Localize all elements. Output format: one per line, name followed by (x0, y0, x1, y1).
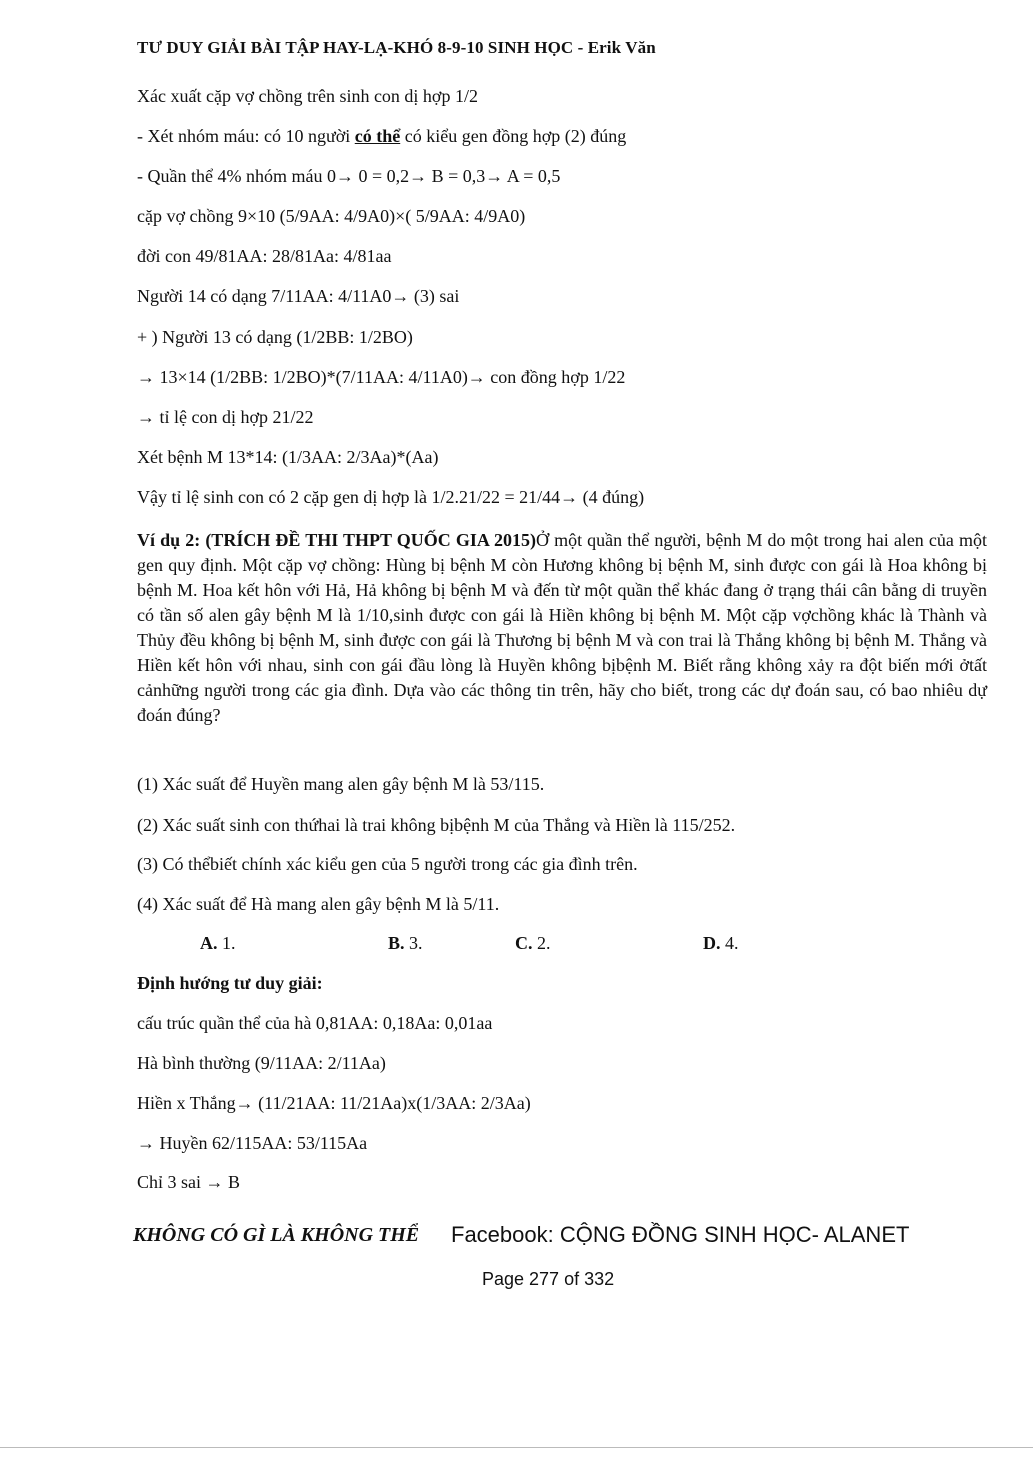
option-a-letter: A. (200, 933, 218, 953)
example-2-lead: Ví dụ 2: (TRÍCH ĐỀ THI THPT QUỐC GIA 2015) (137, 530, 536, 550)
solution1-line-7: + ) Người 13 có dạng (1/2BB: 1/2BO) (137, 327, 413, 347)
option-d-letter: D. (703, 933, 721, 953)
solution1-line-5: đời con 49/81AA: 28/81Aa: 4/81aa (137, 246, 392, 266)
example-2-paragraph (137, 528, 987, 728)
option-c-letter: C. (515, 933, 533, 953)
solution2-line-1: cấu trúc quần thể của hà 0,81AA: 0,18Aa: 0,01aa (137, 1013, 493, 1033)
statement-2: (2) Xác suất sinh con thứhai là trai không bịbệnh M của Thắng và Hiền là 115/252. (137, 815, 736, 835)
page-number: Page 277 of 332 (482, 1269, 615, 1289)
option-a (200, 933, 236, 954)
option-c-value: 2. (537, 933, 551, 953)
option-a-value: 1. (222, 933, 236, 953)
solution1-line-3: - Quần thể 4% nhóm máu 0→ 0 = 0,2→ B = 0,3→ A = 0,5 (137, 166, 561, 186)
solution1-line-8: → 13×14 (1/2BB: 1/2BO)*(7/11AA: 4/11A0)→ con đồng hợp 1/22 (137, 367, 626, 387)
footer-slogan: KHÔNG CÓ GÌ LÀ KHÔNG THỂ (133, 1224, 420, 1246)
solution2-line-2: Hà bình thường (9/11AA: 2/11Aa) (137, 1053, 386, 1073)
solution1-line-6: Người 14 có dạng 7/11AA: 4/11A0→ (3) sai (137, 286, 460, 306)
solution1-line-2-post: có kiểu gen đồng hợp (2) đúng (400, 126, 627, 146)
emphasis-co-the: có thể (354, 126, 401, 146)
solution2-line-3: Hiền x Thắng→ (11/21AA: 11/21Aa)x(1/3AA: 2/3Aa) (137, 1093, 531, 1113)
solution1-line-4: cặp vợ chồng 9×10 (5/9AA: 4/9A0)×( 5/9AA: 4/9A0) (137, 206, 526, 226)
option-d-value: 4. (725, 933, 739, 953)
solution2-heading: Định hướng tư duy giải: (137, 973, 323, 993)
option-b-value: 3. (409, 933, 423, 953)
option-d (703, 933, 739, 954)
solution2-line-5: Chỉ 3 sai → B (137, 1172, 241, 1192)
solution1-line-10: Xét bệnh M 13*14: (1/3AA: 2/3Aa)*(Aa) (137, 447, 439, 467)
page-header: TƯ DUY GIẢI BÀI TẬP HAY-LẠ-KHÓ 8-9-10 SINH HỌC - Erik Văn (137, 38, 656, 57)
option-c (515, 933, 551, 954)
footer-facebook: Facebook: CỘNG ĐỒNG SINH HỌC- ALANET (451, 1222, 910, 1247)
solution1-line-9: → tỉ lệ con dị hợp 21/22 (137, 407, 314, 427)
solution1-line-1: Xác xuất cặp vợ chồng trên sinh con dị hợp 1/2 (137, 86, 478, 106)
option-b-letter: B. (388, 933, 405, 953)
statement-4: (4) Xác suất để Hà mang alen gây bệnh M là 5/11. (137, 894, 500, 914)
solution1-line-2 (137, 126, 626, 147)
statement-1: (1) Xác suất để Huyền mang alen gây bệnh M là 53/115. (137, 774, 545, 794)
solution1-line-2-pre: - Xét nhóm máu: có 10 người (137, 126, 355, 146)
scan-edge-line (0, 1447, 1033, 1448)
solution1-line-11: Vậy tỉ lệ sinh con có 2 cặp gen dị hợp là 1/2.21/22 = 21/44→ (4 đúng) (137, 487, 645, 507)
option-b (388, 933, 423, 954)
statement-3: (3) Có thểbiết chính xác kiểu gen của 5 người trong các gia đình trên. (137, 854, 638, 874)
solution2-line-4: → Huyền 62/115AA: 53/115Aa (137, 1133, 368, 1153)
example-2-text: Ở một quần thể người, bệnh M do một trong hai alen của một gen quy định. Một cặp vợ chồng: Hùng bị bệnh M còn Hương không bị bệnh M, sinh được con gái là Hoa không bị bệnh M. Hoa kết hôn với Hả, Hả không bị bệnh M và đến từ một quần thể khác đang ở trạng thái cân bằng di truyền có tần số alen gây bệnh M là 1/10,sinh được con gái là Hiền không bị bệnh M. Một cặp vợchồng khác là Thành và Thủy đều không bị bệnh M, sinh được con gái là Thương bị bệnh M và con trai là Thắng không bị bệnh M. Thắng và Hiền kết hôn với nhau, sinh con gái đầu lòng là Huyền không bịbệnh M. Biết rằng không xảy ra đột biến mới ởtất cảnhững người trong các gia đình. Dựa vào các thông tin trên, hãy cho biết, trong các dự đoán sau, có bao nhiêu dự đoán đúng? (137, 530, 987, 725)
